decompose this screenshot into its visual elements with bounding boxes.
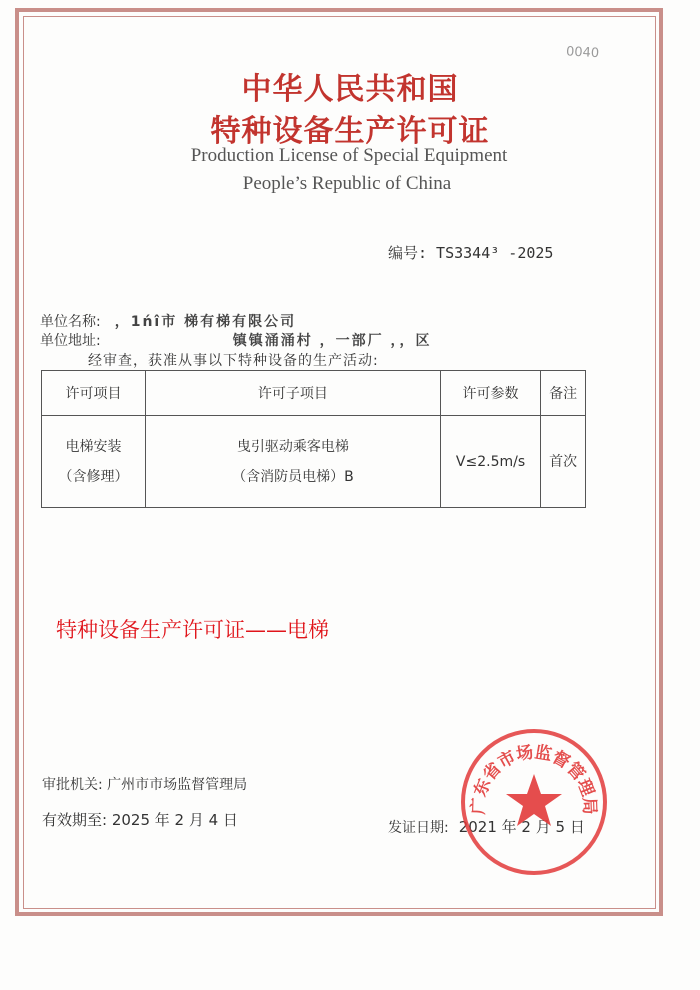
unit-name-label: 单位名称: [40,314,101,330]
serial-number: 编号: TS3344³ -2025 [388,244,554,262]
cell-note: 首次 [541,416,586,508]
issue-date-label: 发证日期: [388,820,449,836]
cell-param: V≤2.5m/s [440,416,541,508]
handwritten-note: 0040 [565,44,600,62]
unit-name-row [40,311,296,331]
header-param: 许可参数 [440,371,541,416]
unit-name-value: ，1ńî市 梯有梯有限公司 [114,314,297,330]
unit-address-label: 单位地址: [40,333,101,349]
cell-subitem-line2: （含消防员电梯）B [232,468,354,485]
unit-address-row [40,330,431,350]
seal-text: 广东省市场监督管理局 [468,742,600,815]
approval-authority: 审批机关: 广州市市场监督管理局 [42,777,248,793]
header-note: 备注 [541,371,586,416]
overlay-caption: 特种设备生产许可证——电梯 [56,618,329,642]
title-en-license: Production License of Special Equipment [190,145,508,166]
license-table [41,370,586,508]
header-item: 许可项目 [42,371,146,416]
cell-subitem [146,416,441,508]
valid-until: 有效期至: 2025 年 2 月 4 日 [42,811,238,829]
intro-text: 经审查，获准从事以下特种设备的生产活动: [88,353,379,369]
cell-subitem-line1: 曳引驱动乘客电梯 [236,438,349,455]
cell-item [42,416,146,508]
header-subitem: 许可子项目 [146,371,441,416]
title-en-country: People’s Republic of China [242,173,452,194]
table-header-row [42,371,586,416]
issue-date-value: 2021 年 2 月 5 日 [458,818,585,836]
title-cn-license: 特种设备生产许可证 [210,114,490,149]
official-seal-icon [458,726,610,878]
cell-item-line1: 电梯安装 [65,438,122,455]
unit-address-value: 镇镇涌涌村 ，一部厂 ，，区 [232,333,432,349]
title-cn-country: 中华人民共和国 [241,72,459,107]
cell-item-line2: （含修理） [58,468,129,485]
table-row [42,416,586,508]
